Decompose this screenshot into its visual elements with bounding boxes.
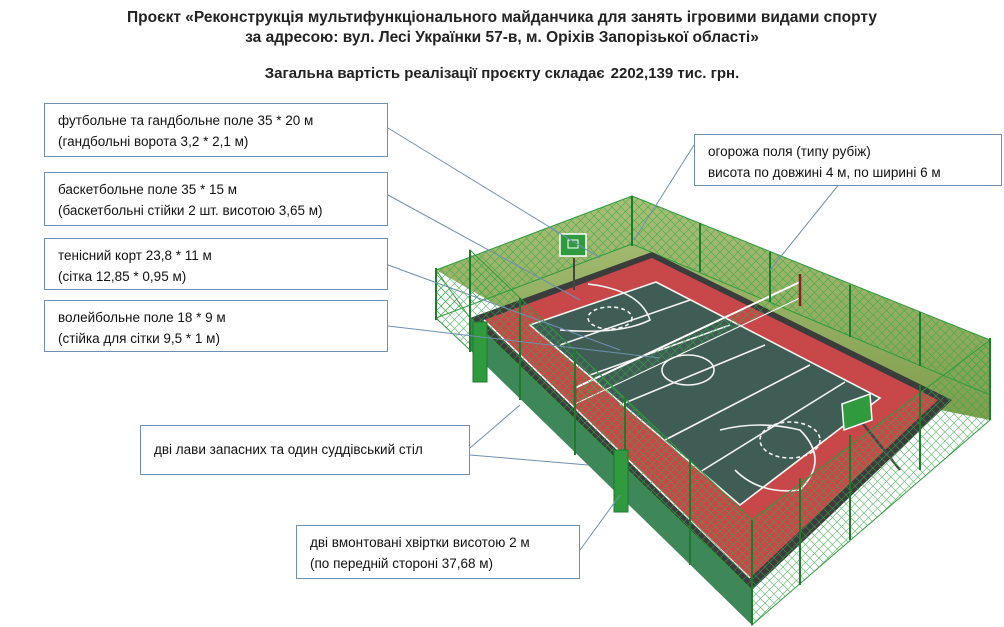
callout-tennis bbox=[44, 238, 388, 290]
callout-benches-line1: дві лави запасних та один суддівський стіл bbox=[154, 442, 423, 457]
callout-volleyball-line2: (стійка для сітки 9,5 * 1 м) bbox=[58, 331, 220, 346]
callout-gates bbox=[296, 525, 580, 579]
callout-gates-line2: (по передній стороні 37,68 м) bbox=[310, 556, 494, 571]
callout-football bbox=[44, 103, 388, 157]
cost-label: Загальна вартість реалізації проєкту складає bbox=[264, 65, 605, 82]
gate-left bbox=[473, 322, 487, 382]
callout-football-line1: футбольне та гандбольне поле 35 * 20 м bbox=[58, 113, 314, 128]
callout-basketball-line1: баскетбольне поле 35 * 15 м bbox=[58, 182, 238, 197]
callout-basketball bbox=[44, 172, 388, 226]
callout-gates-line1: дві вмонтовані хвіртки висотою 2 м bbox=[310, 535, 530, 550]
cost-value: 2202,139 тис. грн. bbox=[610, 65, 740, 82]
callout-tennis-line1: тенісний корт 23,8 * 11 м bbox=[58, 248, 212, 263]
callout-volleyball bbox=[44, 300, 388, 352]
callout-fence-line2: висота по довжині 4 м, по ширині 6 м bbox=[708, 165, 941, 180]
callout-football-line2: (гандбольні ворота 3,2 * 2,1 м) bbox=[58, 134, 249, 149]
callout-benches bbox=[140, 425, 470, 475]
callout-basketball-line2: (баскетбольні стійки 2 шт. висотою 3,65 м) bbox=[58, 203, 323, 218]
gate-right bbox=[614, 450, 628, 512]
callout-fence bbox=[694, 134, 1002, 186]
page-title-line2: за адресою: вул. Лесі Українки 57-в, м. Оріхів Запорізької області» bbox=[245, 29, 759, 46]
page-title-line1: Проєкт «Реконструкція мультифункціонального майданчика для занять ігровими видами спорту bbox=[127, 9, 877, 26]
callout-volleyball-line1: волейбольне поле 18 * 9 м bbox=[58, 310, 226, 325]
callout-fence-line1: огорожа поля (типу рубіж) bbox=[708, 144, 871, 159]
callout-tennis-line2: (сітка 12,85 * 0,95 м) bbox=[58, 269, 187, 284]
